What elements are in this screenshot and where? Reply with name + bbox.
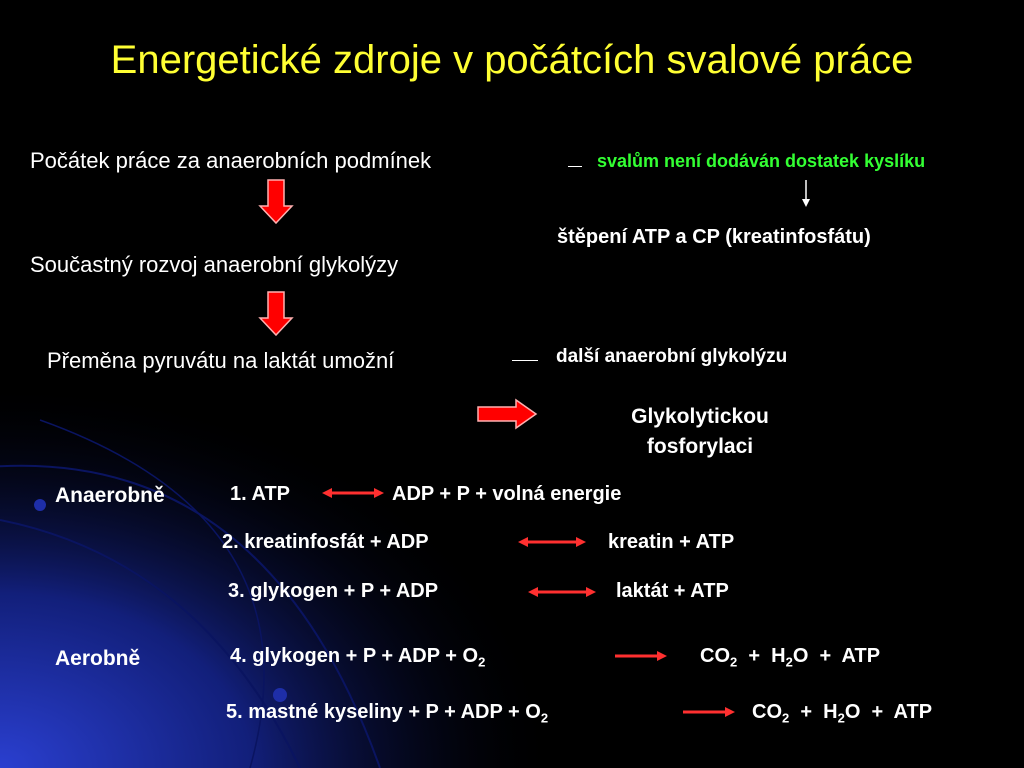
reaction-3-left: 3. glykogen + P + ADP	[228, 580, 439, 602]
red-down-arrow-icon	[259, 292, 293, 336]
dash-connector	[568, 166, 582, 167]
reaction-4-right: $CO_2 + H_2O$ + ATP	[700, 645, 881, 670]
result-line-1: Glykolytickou	[631, 405, 769, 428]
further-glycolysis-note: další anaerobní glykolýzu	[556, 346, 788, 367]
double-arrow-icon	[528, 585, 596, 599]
right-arrow-icon	[615, 649, 667, 663]
reaction-1-right: ADP + P + volná energie	[392, 483, 622, 505]
reaction-3-right: laktát + ATP	[616, 580, 729, 602]
step-start-anaerobic: Počátek práce za anaerobních podmínek	[30, 148, 432, 173]
reaction-2-left: 2. kreatinfosfát + ADP	[222, 531, 429, 553]
reaction-5-right: $CO_2 + H_2O$ + ATP	[752, 701, 933, 726]
reaction-5-left: 5. mastné kyseliny + P + ADP + $O_2$	[226, 701, 549, 726]
red-down-arrow-icon	[259, 180, 293, 224]
result-line-2: fosforylaci	[646, 435, 754, 458]
aerobic-label: Aerobně	[55, 647, 141, 670]
slide-title: Energetické zdroje v počátcích svalové práce	[110, 38, 914, 82]
double-arrow-icon	[322, 486, 384, 500]
result-phosphorylation	[570, 402, 830, 462]
reaction-1-left: 1. ATP	[230, 483, 291, 505]
atp-cp-note: štěpení ATP a CP (kreatinfosfátu)	[557, 226, 871, 248]
reaction-4-left: 4. glykogen + P + ADP + $O_2$	[230, 645, 486, 670]
anaerobic-label: Anaerobně	[55, 484, 165, 507]
double-arrow-icon	[518, 535, 586, 549]
step-glycolysis: Součastný rozvoj anaerobní glykolýzy	[30, 252, 399, 277]
dash-connector	[512, 360, 538, 361]
down-arrow-icon	[800, 180, 812, 208]
red-right-arrow-icon	[478, 400, 538, 430]
right-arrow-icon	[683, 705, 735, 719]
step-pyruvate-lactate: Přeměna pyruvátu na laktát umožní	[47, 348, 395, 373]
reaction-2-right: kreatin + ATP	[608, 531, 735, 553]
oxygen-note: svalům není dodáván dostatek kyslíku	[597, 151, 926, 171]
